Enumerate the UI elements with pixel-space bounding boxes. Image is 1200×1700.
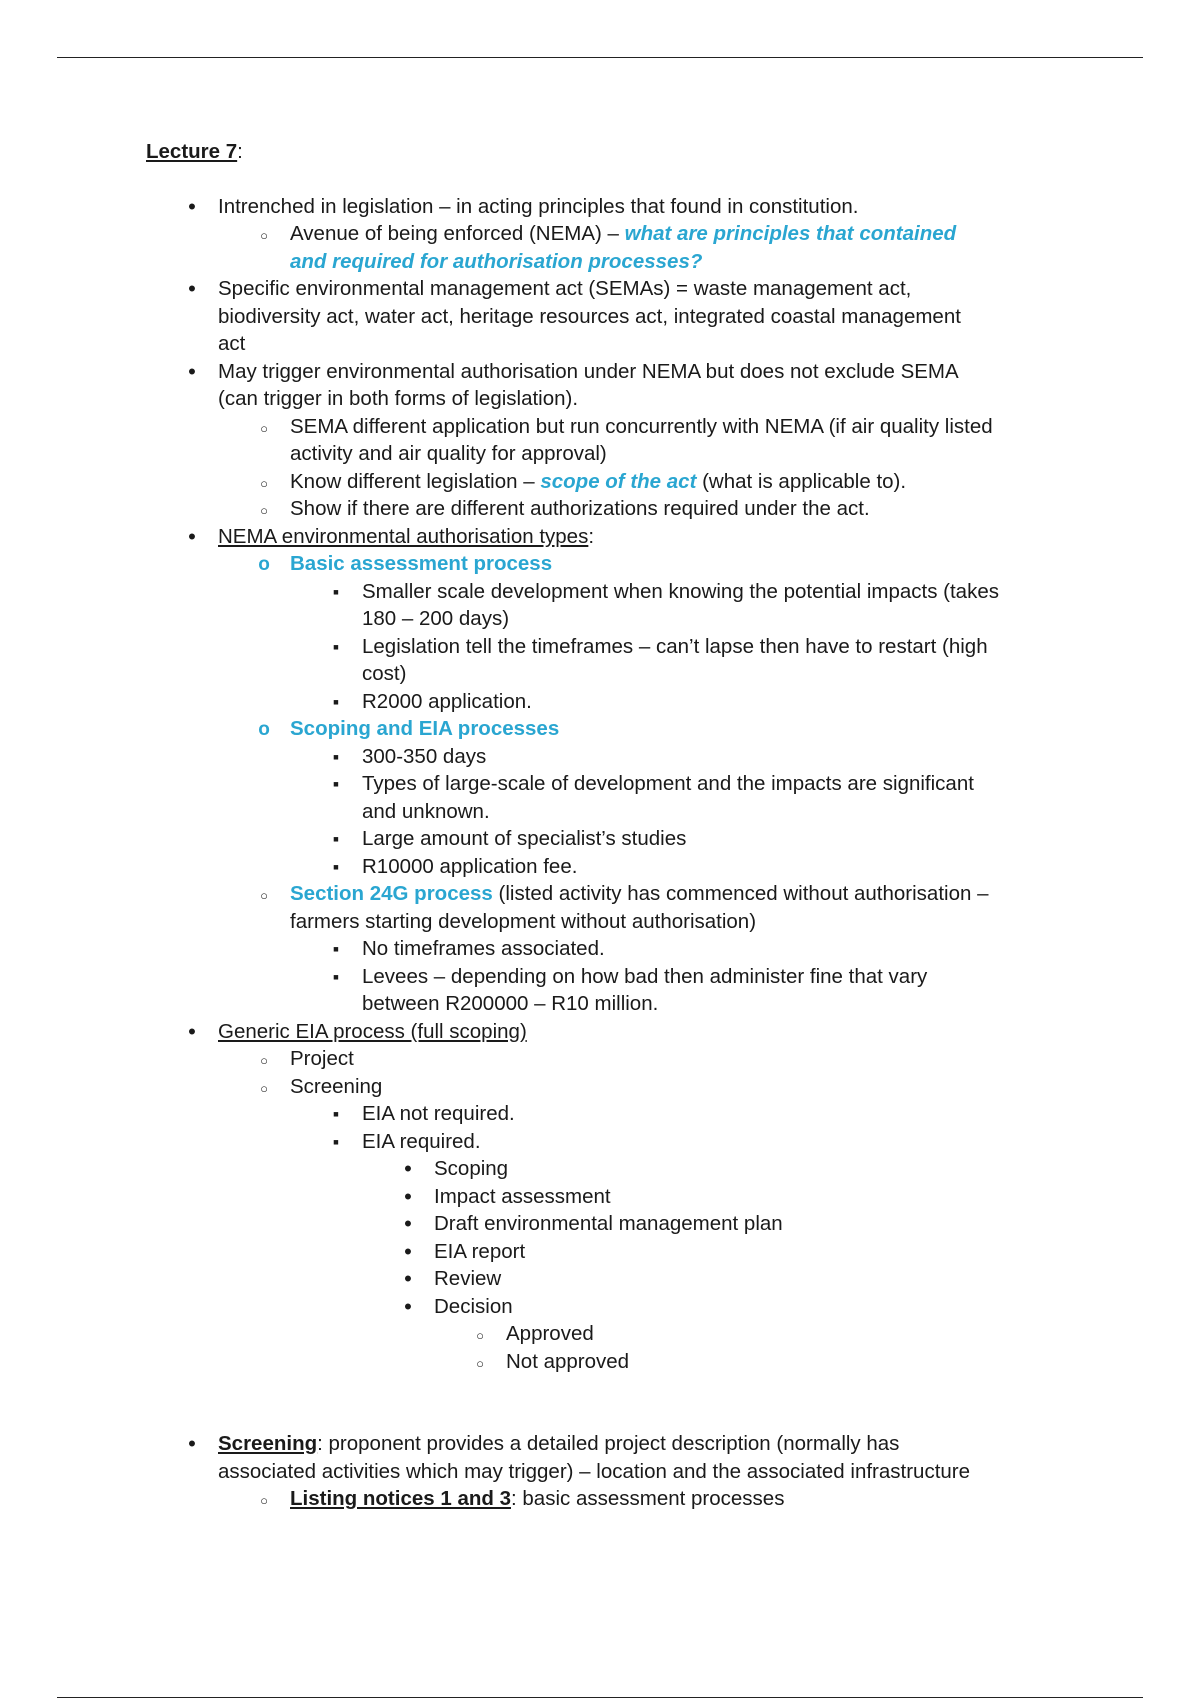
list-item-continuation — [362, 990, 1066, 1018]
list-item — [218, 358, 1066, 386]
list-item — [434, 1210, 1066, 1238]
section-heading: NEMA environmental authorisation types — [218, 524, 589, 548]
bullet-square-icon — [326, 743, 346, 772]
list-item — [362, 578, 1066, 606]
list-item-continuation — [218, 1458, 1066, 1486]
bullet-disc-icon — [398, 1155, 418, 1184]
list-item — [290, 495, 1066, 523]
document-body — [146, 138, 1066, 1513]
bullet-disc-icon — [398, 1293, 418, 1322]
list-text: Not approved — [506, 1349, 630, 1373]
bullet-circle-icon — [254, 550, 274, 579]
highlight-text: scope of the act — [540, 469, 697, 493]
list-text: Large amount of specialist’s studies — [362, 827, 687, 850]
list-item-continuation — [290, 248, 1066, 276]
list-text: Approved — [506, 1322, 594, 1345]
bullet-circle-icon — [254, 880, 274, 910]
term-label: Listing notices 1 and 3 — [290, 1487, 511, 1510]
list-text: (listed activity has commenced without authorisation – — [492, 882, 989, 905]
highlight-text: what are principles that contained — [624, 222, 957, 245]
list-text: Avenue of being enforced (NEMA) – — [290, 222, 625, 245]
list-text: 180 – 200 days) — [362, 607, 510, 630]
bullet-square-icon — [326, 853, 346, 882]
bullet-circle-icon — [254, 495, 274, 525]
list-item — [434, 1293, 1066, 1321]
list-text: No timeframes associated. — [362, 937, 605, 960]
bullet-circle-icon — [254, 715, 274, 744]
list-text: farmers starting development without authorisation) — [290, 909, 757, 933]
list-text: 300-350 days — [362, 744, 487, 768]
list-text: activity and air quality for approval) — [290, 442, 607, 465]
list-item — [434, 1238, 1066, 1266]
list-item — [362, 1100, 1066, 1128]
bullet-circle-icon — [254, 1045, 274, 1075]
lecture-heading — [146, 138, 1066, 166]
bullet-disc-icon — [398, 1238, 418, 1267]
list-item — [362, 688, 1066, 716]
list-text: (can trigger in both forms of legislation). — [218, 387, 579, 410]
list-text: R2000 application. — [362, 689, 532, 713]
list-item — [218, 523, 1066, 551]
bullet-circle-icon — [254, 1073, 274, 1103]
list-item-continuation — [290, 908, 1066, 936]
list-item — [218, 275, 1066, 303]
subsection-title: Basic assessment process — [290, 552, 553, 575]
highlight-text: and required for authorisation processes? — [290, 249, 703, 273]
list-text: R10000 application fee. — [362, 854, 578, 878]
list-text: Know different legislation – — [290, 469, 541, 493]
list-item-continuation — [362, 605, 1066, 633]
page-title: Lecture 7 — [146, 140, 238, 163]
bullet-disc-icon — [182, 275, 202, 304]
list-text: Types of large-scale of development and the impacts are significant — [362, 772, 974, 795]
list-text: EIA not required. — [362, 1102, 515, 1125]
list-item — [362, 935, 1066, 963]
bullet-square-icon — [326, 1128, 346, 1157]
list-item — [362, 825, 1066, 853]
list-text: Legislation tell the timeframes – can’t lapse then have to restart (high — [362, 634, 988, 658]
list-item — [218, 193, 1066, 221]
bullet-disc-icon — [182, 1430, 202, 1459]
list-text: Show if there are different authorizations required under the act. — [290, 497, 870, 520]
footer-rule — [57, 1697, 1143, 1698]
list-text: EIA report — [434, 1239, 526, 1263]
heading-colon: : — [588, 524, 595, 548]
list-text: May trigger environmental authorisation under NEMA but does not exclude SEMA — [218, 359, 959, 383]
list-item-continuation — [362, 798, 1066, 826]
list-text: cost) — [362, 662, 407, 685]
list-text: EIA required. — [362, 1129, 481, 1153]
bullet-square-icon — [326, 1100, 346, 1129]
subsection-title: Scoping and EIA processes — [290, 717, 560, 740]
list-item — [218, 1018, 1066, 1046]
term-label: Screening — [218, 1432, 318, 1455]
list-item — [290, 715, 1066, 743]
list-text: Project — [290, 1047, 354, 1070]
title-colon: : — [237, 140, 243, 163]
list-text: SEMA different application but run concurrently with NEMA (if air quality listed — [290, 414, 993, 438]
bullet-circle-icon — [254, 220, 274, 250]
list-item — [290, 880, 1066, 908]
list-item — [290, 468, 1066, 496]
list-item — [362, 743, 1066, 771]
bullet-square-icon — [326, 633, 346, 662]
bullet-square-icon — [326, 578, 346, 607]
list-text: Levees – depending on how bad then administer fine that vary — [362, 964, 928, 988]
list-item-continuation — [218, 385, 1066, 413]
bullet-disc-icon — [182, 358, 202, 387]
list-item — [362, 770, 1066, 798]
list-text: and unknown. — [362, 799, 490, 823]
bullet-square-icon — [326, 963, 346, 992]
bullet-disc-icon — [398, 1265, 418, 1294]
bullet-disc-icon — [398, 1183, 418, 1212]
list-item — [434, 1265, 1066, 1293]
list-text: Smaller scale development when knowing the potential impacts (takes — [362, 579, 999, 603]
list-item — [290, 413, 1066, 441]
list-text: act — [218, 332, 246, 355]
bullet-disc-icon — [182, 193, 202, 222]
list-text: Decision — [434, 1294, 513, 1318]
list-text: biodiversity act, water act, heritage resources act, integrated coastal management — [218, 304, 961, 328]
list-item-continuation — [218, 330, 1066, 358]
bullet-circle-icon — [254, 413, 274, 443]
list-item — [362, 1128, 1066, 1156]
bullet-square-icon — [326, 825, 346, 854]
list-text: between R200000 – R10 million. — [362, 992, 659, 1015]
list-text: Specific environmental management act (SEMAs) = waste management act, — [218, 277, 912, 300]
list-item — [434, 1183, 1066, 1211]
list-item — [218, 1430, 1066, 1458]
list-item — [362, 633, 1066, 661]
bullet-circle-icon — [470, 1348, 490, 1378]
list-item-continuation — [290, 440, 1066, 468]
bullet-disc-icon — [398, 1210, 418, 1239]
list-item — [362, 963, 1066, 991]
bullet-circle-icon — [254, 468, 274, 498]
list-item — [362, 853, 1066, 881]
bullet-circle-icon — [254, 1485, 274, 1515]
list-item — [290, 1485, 1066, 1513]
header-rule — [57, 57, 1143, 58]
list-item — [434, 1155, 1066, 1183]
subsection-title: Section 24G process — [290, 882, 493, 905]
section-heading: Generic EIA process (full scoping) — [218, 1019, 527, 1043]
list-text: Screening — [290, 1074, 383, 1098]
list-item — [290, 220, 1066, 248]
list-text: Intrenched in legislation – in acting principles that found in constitution. — [218, 194, 859, 218]
list-text: (what is applicable to). — [696, 469, 907, 493]
list-text: Review — [434, 1267, 502, 1290]
list-item — [290, 1073, 1066, 1101]
list-item — [506, 1320, 1066, 1348]
list-text: : proponent provides a detailed project description (normally has — [317, 1432, 900, 1455]
bullet-square-icon — [326, 935, 346, 964]
list-item — [290, 550, 1066, 578]
list-text: Impact assessment — [434, 1184, 611, 1208]
list-item — [290, 1045, 1066, 1073]
bullet-disc-icon — [182, 1018, 202, 1047]
list-text: Draft environmental management plan — [434, 1212, 783, 1235]
list-text: associated activities which may trigger) – location and the associated infrastructure — [218, 1459, 971, 1483]
list-text: Scoping — [434, 1157, 509, 1180]
bullet-square-icon — [326, 688, 346, 717]
list-item-continuation — [218, 303, 1066, 331]
bullet-circle-icon — [470, 1320, 490, 1350]
bullet-disc-icon — [182, 523, 202, 552]
list-item — [506, 1348, 1066, 1376]
list-text: : basic assessment processes — [511, 1487, 785, 1510]
list-item-continuation — [362, 660, 1066, 688]
bullet-square-icon — [326, 770, 346, 799]
